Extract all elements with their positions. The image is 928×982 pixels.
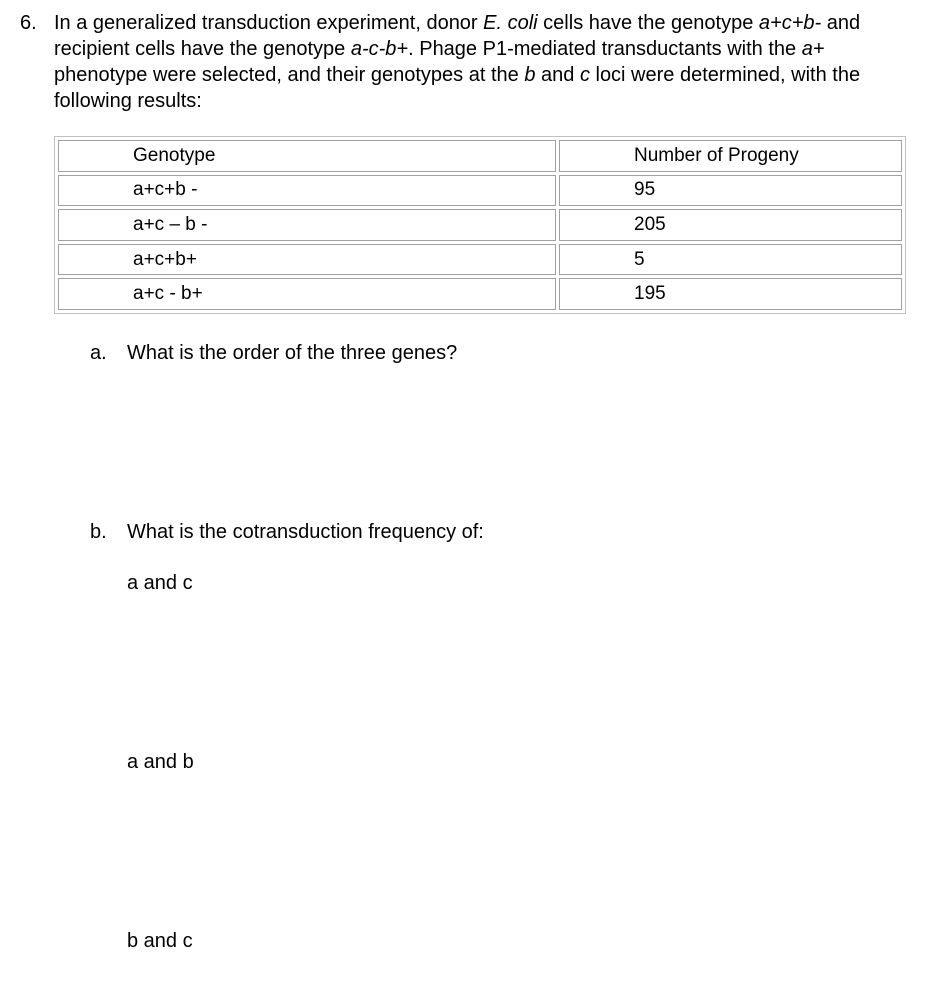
locus-c: c (579, 64, 590, 86)
question-text-part: loci were determined, with the following results: (54, 64, 861, 112)
genotype-cell: a+c - b+ (58, 278, 556, 310)
part-a (90, 342, 457, 365)
donor-genotype: a+c+b- (758, 12, 822, 34)
progeny-cell: 205 (559, 209, 902, 241)
progeny-header: Number of Progeny (559, 140, 902, 172)
progeny-cell: 5 (559, 244, 902, 276)
question-6 (20, 10, 920, 114)
pair-a-b: a and b (127, 751, 194, 773)
progeny-cell: 95 (559, 175, 902, 207)
question-text-part: and (535, 64, 580, 86)
part-a-label: a. (90, 342, 107, 364)
table-header-row (58, 140, 902, 172)
part-b (90, 521, 484, 544)
table-row (58, 244, 902, 276)
part-b-label: b. (90, 521, 107, 543)
table-row (58, 209, 902, 241)
recipient-genotype: a-c-b+ (350, 38, 409, 60)
question-text-part: In a generalized transduction experiment, donor (54, 12, 484, 34)
question-text-part: . Phage P1-mediated transductants with the (408, 38, 802, 60)
progeny-cell: 195 (559, 278, 902, 310)
question-number: 6. (20, 12, 37, 34)
question-text (54, 10, 920, 114)
table-row (58, 175, 902, 207)
part-a-text: What is the order of the three genes? (127, 342, 458, 364)
part-b-text: What is the cotransduction frequency of: (127, 521, 484, 543)
table-row (58, 278, 902, 310)
genotype-cell: a+c+b+ (58, 244, 556, 276)
question-text-part: phenotype were selected, and their genotypes at the (54, 64, 525, 86)
pair-a-c: a and c (127, 572, 193, 594)
genotype-header: Genotype (58, 140, 556, 172)
pair-b-c: b and c (127, 930, 193, 952)
question-text-part: and recipient cells have the genotype (54, 12, 861, 60)
locus-b: b (524, 64, 536, 86)
genotype-cell: a+c+b - (58, 175, 556, 207)
selected-phenotype: a+ (801, 38, 825, 60)
results-table (54, 136, 906, 314)
genotype-cell: a+c – b - (58, 209, 556, 241)
question-text-part: cells have the genotype (537, 12, 759, 34)
species-name: E. coli (483, 12, 538, 34)
